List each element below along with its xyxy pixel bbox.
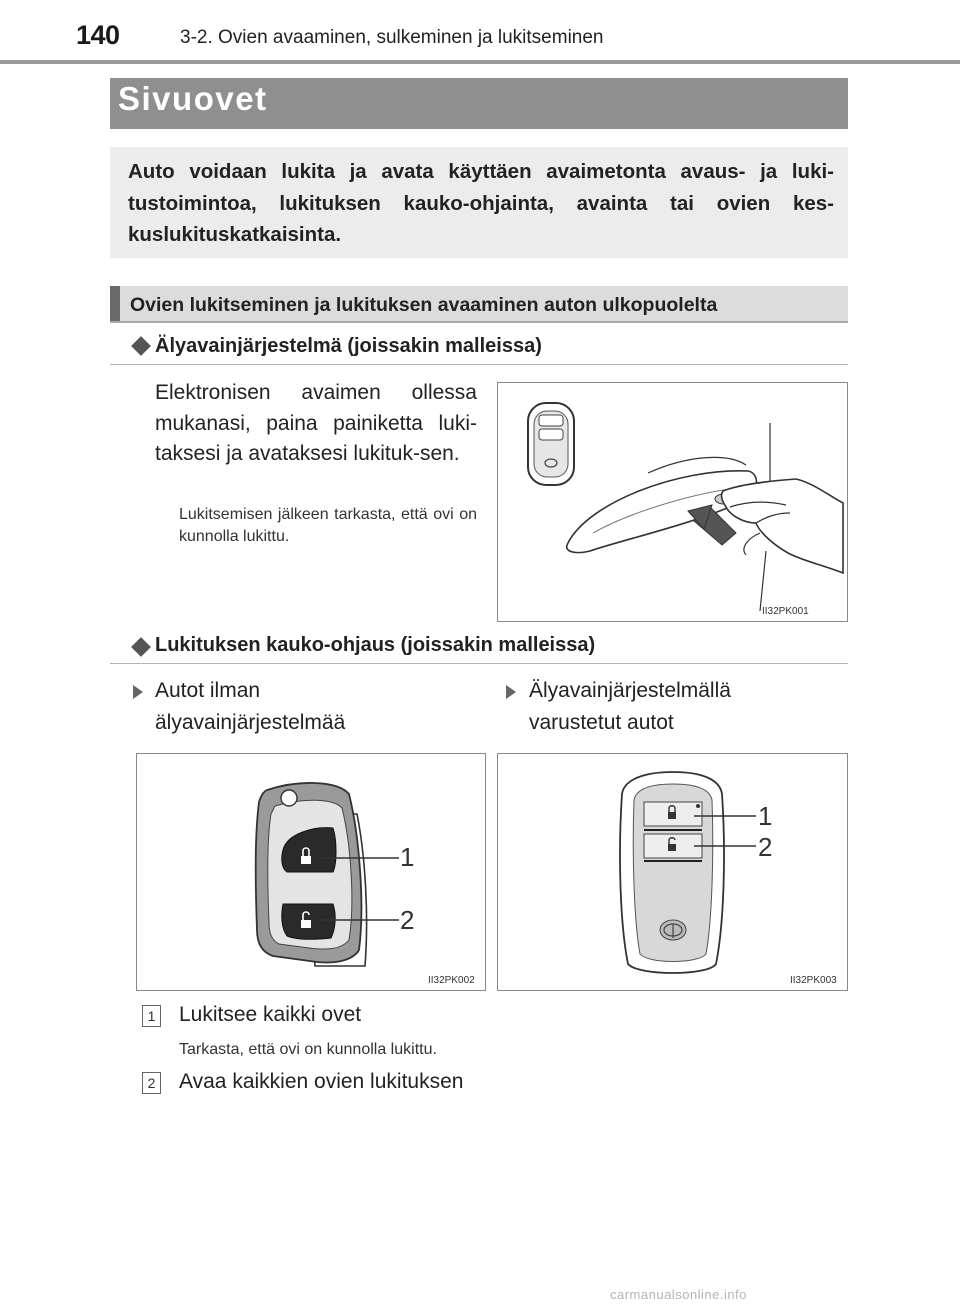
smart-key-body: Elektronisen avaimen ollessa mukanasi, paina painiketta luki-taksesi ja avataksesi lukituk-sen. (155, 381, 477, 465)
item-number-1: 1 (142, 1005, 161, 1027)
item-number-2: 2 (142, 1072, 161, 1094)
option-right-line-1: Älyavainjärjestelmällä (529, 679, 731, 702)
callout-1-right: 1 (758, 801, 773, 831)
smart-key-note: Lukitsemisen jälkeen tarkasta, että ovi on kunnolla lukittu. (179, 506, 477, 545)
option-right (529, 675, 731, 739)
smart-key-figure (497, 753, 848, 991)
subheading-text: Ovien lukitseminen ja lukituksen avaaminen auton ulkopuolelta (130, 294, 718, 316)
flip-key-illustration (137, 754, 485, 990)
smart-key-heading-rule (110, 364, 848, 365)
page-number: 140 (76, 20, 120, 50)
remote-heading: Lukituksen kauko-ohjaus (joissakin malleissa) (155, 634, 596, 656)
item-note-1: Tarkasta, että ovi on kunnolla lukittu. (179, 1041, 437, 1058)
watermark: carmanualsonline.info (610, 1287, 747, 1302)
diamond-bullet-icon (131, 336, 151, 356)
smart-key-illustration (498, 754, 847, 990)
item-text-2: Avaa kaikkien ovien lukituksen (179, 1070, 464, 1093)
option-left (155, 675, 345, 739)
subheading-accent (110, 286, 120, 322)
header-rule (0, 60, 960, 64)
page-title: Sivuovet (118, 80, 268, 117)
subheading-rule (110, 321, 848, 323)
intro-text: Auto voidaan lukita ja avata käyttäen avaimetonta avaus- ja luki-tustoimintoa, lukituksen kauko-ohjainta, avainta tai ovien kes-kuslukituskatkaisinta. (128, 160, 834, 246)
option-left-line-2: älyavainjärjestelmää (155, 711, 346, 734)
triangle-bullet-icon (133, 685, 143, 699)
option-left-line-1: Autot ilman (155, 679, 261, 702)
figure-code-1: II32PK001 (762, 606, 809, 617)
smart-key-fob-icon (528, 403, 574, 485)
smart-key-fob-icon (620, 772, 724, 973)
flip-key-icon (256, 783, 367, 966)
smart-key-heading: Älyavainjärjestelmä (joissakin malleissa) (155, 335, 542, 357)
figure-code-2: II32PK002 (428, 975, 475, 986)
triangle-bullet-icon (506, 685, 516, 699)
remote-heading-rule (110, 663, 848, 664)
option-right-line-2: varustetut autot (529, 711, 674, 734)
diamond-bullet-icon (131, 637, 151, 657)
callout-1-left: 1 (400, 842, 415, 872)
figure-code-3: II32PK003 (790, 975, 837, 986)
item-text-1: Lukitsee kaikki ovet (179, 1003, 362, 1026)
door-handle-figure (497, 382, 848, 622)
door-handle-illustration (498, 383, 847, 621)
chapter-title: 3-2. Ovien avaaminen, sulkeminen ja lukitseminen (180, 27, 604, 48)
callout-2-left: 2 (400, 905, 415, 935)
callout-2-right: 2 (758, 832, 773, 862)
flip-key-figure (136, 753, 486, 991)
